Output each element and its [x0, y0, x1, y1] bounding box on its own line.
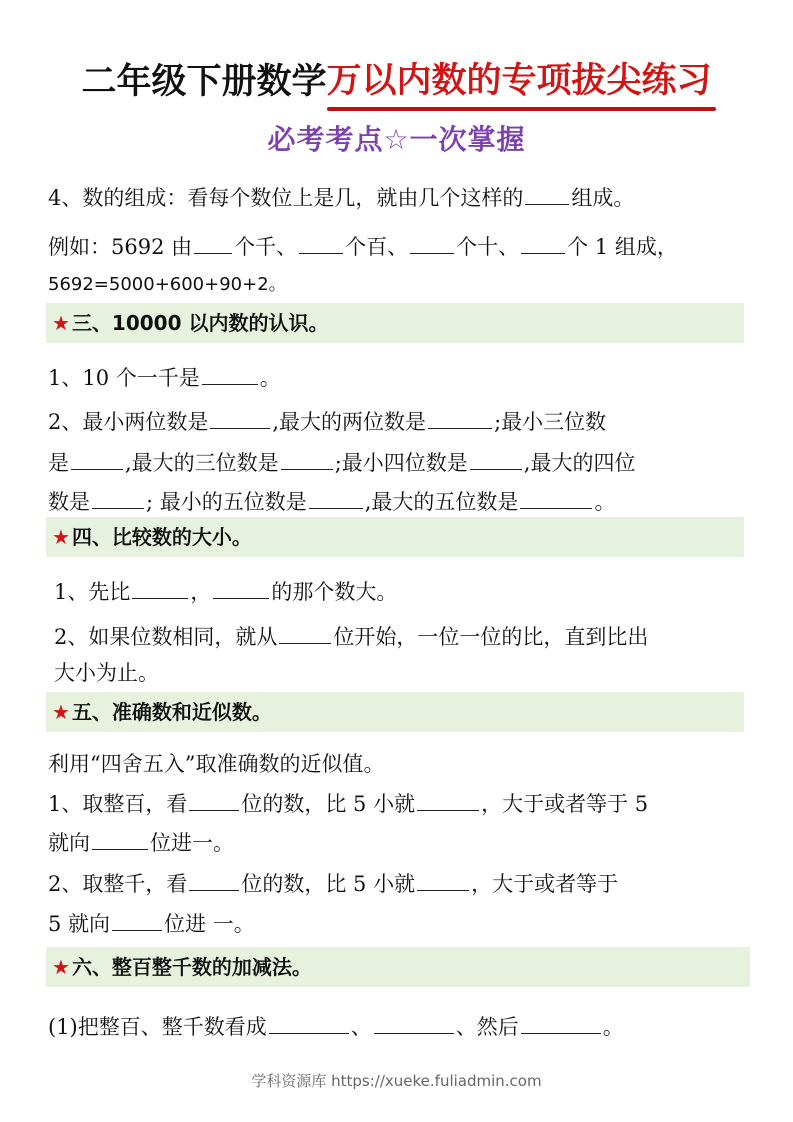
text: 的那个数大。 — [271, 580, 398, 604]
question-3-1 — [48, 360, 281, 394]
text: ;最小四位数是 — [334, 451, 468, 475]
text: 5 就向 — [48, 912, 111, 936]
section-5-intro: 利用“四舍五入”取准确数的近似值。 — [48, 752, 385, 776]
text: 例如：5692 由 — [48, 235, 193, 259]
text: ,最大的两位数是 — [272, 410, 427, 434]
answer-blank[interactable] — [279, 619, 331, 644]
page-title — [0, 52, 793, 106]
answer-blank[interactable] — [521, 1009, 601, 1034]
question-5-2-line-1 — [48, 866, 618, 900]
section-title: 五、准确数和近似数。 — [71, 700, 272, 724]
text: ;最小三位数 — [494, 410, 607, 434]
section-title: 四、比较数的大小。 — [71, 525, 252, 549]
text: 。 — [594, 490, 616, 514]
text: 1、取整百，看 — [48, 792, 188, 816]
answer-blank[interactable] — [269, 1009, 349, 1034]
answer-blank[interactable] — [470, 445, 522, 470]
question-4-1 — [54, 574, 397, 608]
answer-blank[interactable] — [520, 484, 592, 509]
text: 。 — [259, 366, 281, 390]
text: 个十、 — [456, 235, 520, 259]
answer-blank[interactable] — [189, 786, 239, 811]
text: 位开始，一位一位的比，直到比出 — [333, 625, 649, 649]
text: 位进 一。 — [164, 912, 255, 936]
question-5-1-line-1 — [48, 786, 648, 820]
question-3-2-line-2 — [48, 445, 635, 479]
text: 2、如果位数相同，就从 — [54, 625, 278, 649]
composition-line-2 — [48, 229, 678, 263]
text: 位的数，比 5 小就 — [241, 792, 416, 816]
text: 数是 — [48, 490, 90, 514]
answer-blank[interactable] — [410, 229, 454, 254]
text: 是 — [48, 451, 69, 475]
star-icon: ★ — [52, 311, 70, 335]
text: 位进一。 — [150, 831, 234, 855]
footer-source: 学科资源库 https://xueke.fuliadmin.com — [251, 1072, 542, 1090]
text: 组成。 — [571, 186, 635, 210]
title-topic: 万以内数的专项拔尖练习 — [327, 53, 712, 105]
star-icon: ★ — [52, 955, 70, 979]
answer-blank[interactable] — [202, 360, 258, 385]
question-4-2-line-1 — [54, 619, 648, 653]
text: ， — [190, 580, 212, 604]
answer-blank[interactable] — [210, 404, 270, 429]
section-title: 三、10000 以内数的认识。 — [71, 311, 329, 335]
answer-blank[interactable] — [417, 866, 469, 891]
page-subtitle: 必考考点☆一次掌握 — [267, 123, 526, 156]
answer-blank[interactable] — [525, 180, 569, 205]
answer-blank[interactable] — [132, 574, 188, 599]
answer-blank[interactable] — [521, 229, 565, 254]
text: ，大于或者等于 — [471, 872, 619, 896]
text: 2、取整千，看 — [48, 872, 188, 896]
answer-blank[interactable] — [417, 786, 479, 811]
text: 1、先比 — [54, 580, 131, 604]
answer-blank[interactable] — [428, 404, 492, 429]
question-5-1-line-2 — [48, 825, 234, 859]
answer-blank[interactable] — [213, 574, 269, 599]
text: ,最大的五位数是 — [364, 490, 519, 514]
answer-blank[interactable] — [112, 906, 162, 931]
question-3-2-line-1 — [48, 404, 606, 438]
question-5-2-line-2 — [48, 906, 255, 940]
section-heading-5 — [46, 692, 744, 732]
answer-blank[interactable] — [299, 229, 343, 254]
star-icon: ★ — [52, 700, 70, 724]
text: (1)把整百、整千数看成 — [48, 1015, 267, 1039]
text: 、然后 — [455, 1015, 519, 1039]
answer-blank[interactable] — [92, 484, 144, 509]
question-6-1 — [48, 1009, 624, 1043]
answer-blank[interactable] — [281, 445, 333, 470]
answer-blank[interactable] — [189, 866, 239, 891]
section-heading-4 — [46, 517, 744, 557]
star-icon: ★ — [52, 525, 70, 549]
composition-line-1 — [48, 180, 634, 214]
answer-blank[interactable] — [92, 825, 148, 850]
section-heading-6 — [46, 947, 750, 987]
composition-example: 5692=5000+600+90+2。 — [48, 274, 287, 295]
text: ,最大的三位数是 — [125, 451, 279, 475]
answer-blank[interactable] — [374, 1009, 454, 1034]
question-3-2-line-3 — [48, 484, 615, 518]
title-grade: 二年级下册数学 — [81, 62, 327, 102]
answer-blank[interactable] — [194, 229, 232, 254]
question-4-2-line-2: 大小为止。 — [54, 661, 159, 685]
answer-blank[interactable] — [71, 445, 123, 470]
section-title: 六、整百整千数的加减法。 — [71, 955, 312, 979]
text: 就向 — [48, 831, 90, 855]
answer-blank[interactable] — [309, 484, 363, 509]
text: 个百、 — [345, 235, 409, 259]
text: 个 1 组成， — [567, 235, 678, 259]
text: 1、10 个一千是 — [48, 366, 200, 390]
text: ; 最小的五位数是 — [146, 490, 307, 514]
text: ,最大的四位 — [523, 451, 636, 475]
text: 、 — [350, 1015, 372, 1039]
text: 位的数，比 5 小就 — [241, 872, 416, 896]
text: 4、数的组成：看每个数位上是几，就由几个这样的 — [48, 186, 524, 210]
text: ，大于或者等于 5 — [481, 792, 649, 816]
text: 个千、 — [234, 235, 298, 259]
text: 。 — [602, 1015, 624, 1039]
text: 2、最小两位数是 — [48, 410, 209, 434]
section-heading-3 — [46, 303, 744, 343]
